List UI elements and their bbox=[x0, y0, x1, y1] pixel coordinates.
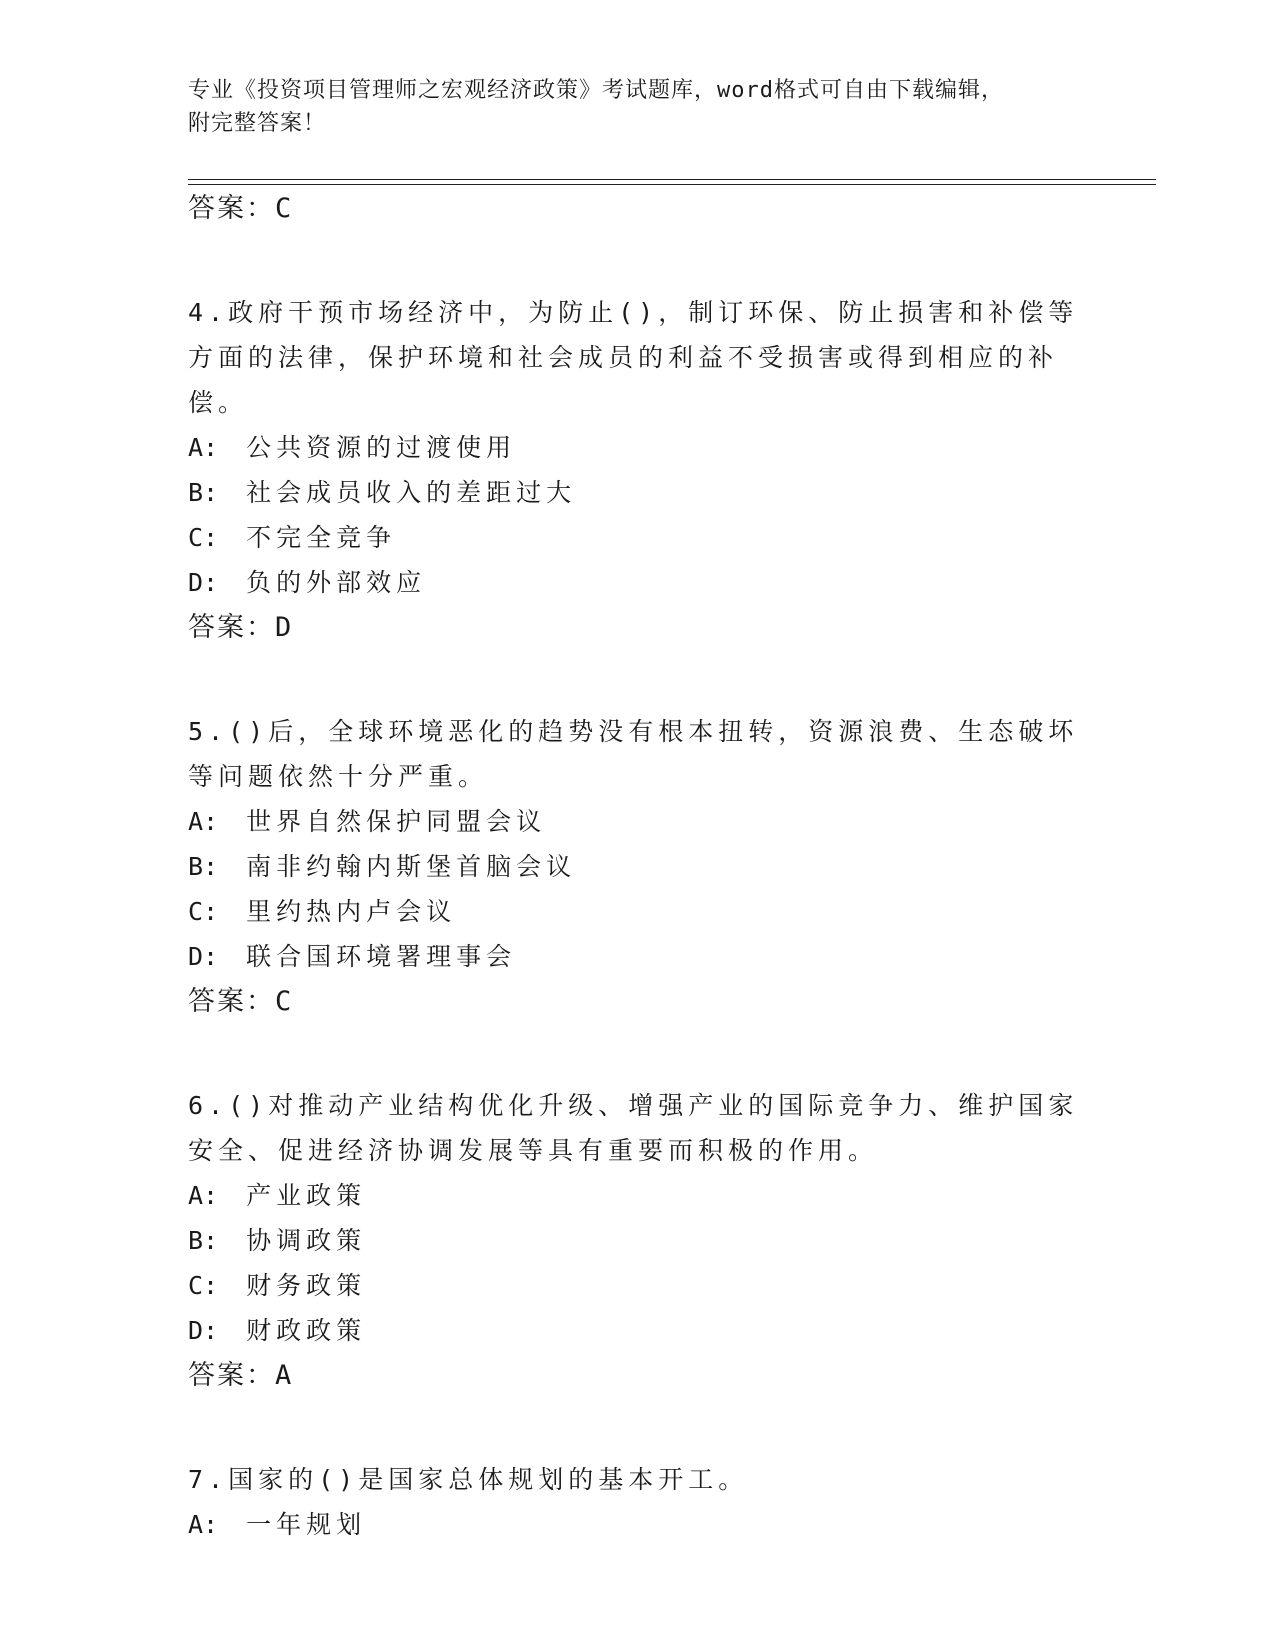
question-number: 5. bbox=[188, 717, 229, 746]
option-a: A: 产业政策 bbox=[188, 1181, 367, 1210]
header-line-1: 专业《投资项目管理师之宏观经济政策》考试题库，word格式可自由下载编辑， bbox=[188, 78, 1004, 103]
question-text: 5.()后，全球环境恶化的趋势没有根本扭转，资源浪费、生态破坏等问题依然十分严重。 bbox=[188, 717, 1079, 791]
answer-value: A bbox=[275, 1360, 292, 1391]
document-body bbox=[188, 186, 1088, 1547]
answer-label: 答案： bbox=[188, 193, 275, 224]
question-text: 7.国家的()是国家总体规划的基本开工。 bbox=[188, 1465, 749, 1494]
question-number: 4. bbox=[188, 298, 229, 327]
option-c: C: 不完全竞争 bbox=[188, 523, 397, 552]
option-b: B: 南非约翰内斯堡首脑会议 bbox=[188, 852, 577, 881]
option-d: D: 财政政策 bbox=[188, 1316, 367, 1345]
answer-label: 答案： bbox=[188, 1360, 275, 1391]
option-c: C: 财务政策 bbox=[188, 1271, 367, 1300]
question-text: 6.()对推动产业结构优化升级、增强产业的国际竞争力、维护国家安全、促进经济协调发展等具有重要而积极的作用。 bbox=[188, 1091, 1079, 1165]
answer-line bbox=[188, 605, 1088, 651]
option-a: A: 公共资源的过渡使用 bbox=[188, 433, 517, 462]
option-c: C: 里约热内卢会议 bbox=[188, 897, 457, 926]
question-number: 6. bbox=[188, 1091, 229, 1120]
document-header bbox=[188, 74, 1068, 140]
answer-value: C bbox=[275, 193, 292, 224]
question-block bbox=[188, 1083, 1088, 1399]
question-number: 7. bbox=[188, 1465, 229, 1494]
header-line-2: 附完整答案！ bbox=[188, 111, 327, 136]
option-a: A: 世界自然保护同盟会议 bbox=[188, 807, 547, 836]
answer-line bbox=[188, 979, 1088, 1025]
answer-line bbox=[188, 1353, 1088, 1399]
option-d: D: 负的外部效应 bbox=[188, 568, 427, 597]
question-block bbox=[188, 709, 1088, 1025]
option-d: D: 联合国环境署理事会 bbox=[188, 942, 517, 971]
answer-label: 答案： bbox=[188, 986, 275, 1017]
answer-value: C bbox=[275, 986, 292, 1017]
question-text: 4.政府干预市场经济中，为防止()，制订环保、防止损害和补偿等方面的法律，保护环境和社会成员的利益不受损害或得到相应的补偿。 bbox=[188, 298, 1079, 417]
answer-label: 答案： bbox=[188, 612, 275, 643]
answer-value: D bbox=[275, 612, 292, 643]
option-a: A: 一年规划 bbox=[188, 1510, 367, 1539]
option-b: B: 社会成员收入的差距过大 bbox=[188, 478, 577, 507]
answer-line bbox=[188, 186, 1088, 232]
question-block bbox=[188, 290, 1088, 651]
header-divider bbox=[188, 179, 1156, 185]
question-block bbox=[188, 1457, 1088, 1547]
option-b: B: 协调政策 bbox=[188, 1226, 367, 1255]
